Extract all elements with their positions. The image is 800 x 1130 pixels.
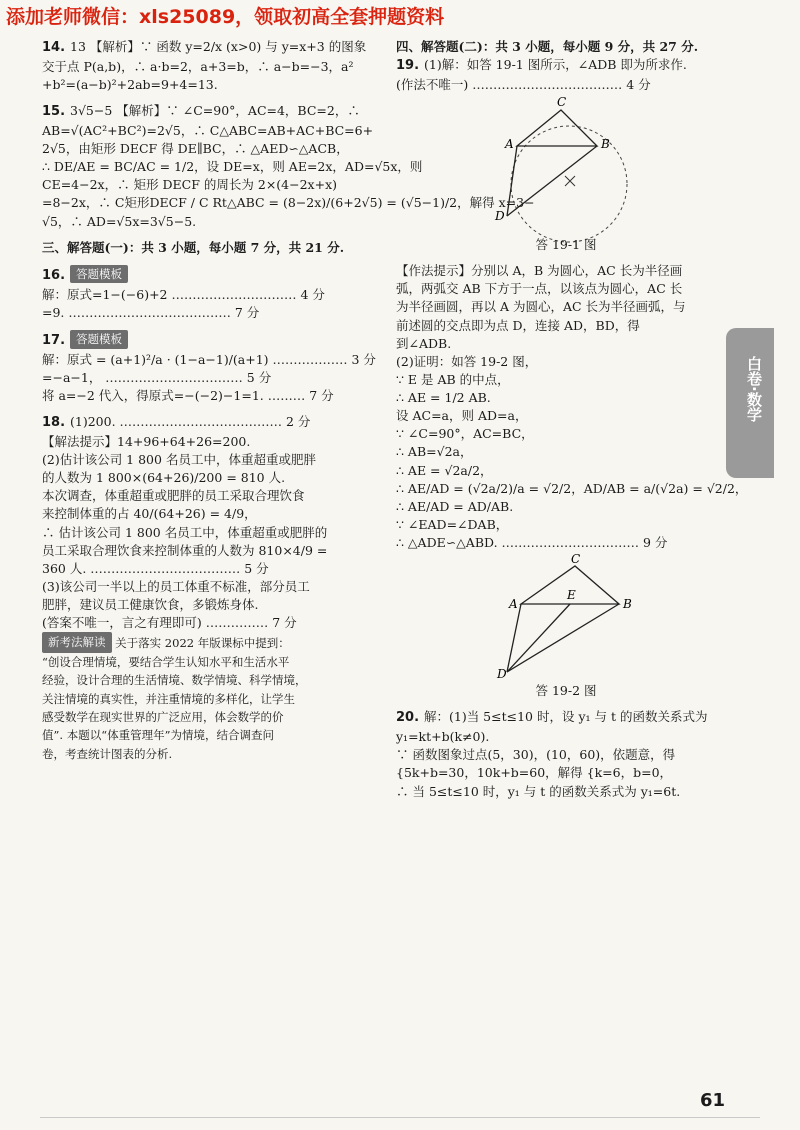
q15-line: =8−2x，∴ C矩形DECF / C Rt△ABC = (8−2x)/(6+2√5) = (√5−1)/2，解得 x=3−	[42, 195, 535, 211]
page-number: 61	[700, 1090, 726, 1111]
note-line: 卷，考查统计图表的分析.	[42, 746, 173, 761]
q20-number: 20.	[396, 710, 420, 726]
q20-line: ∴ 当 5≤t≤10 时，y₁ 与 t 的函数关系式为 y₁=6t.	[396, 783, 681, 799]
q14	[42, 38, 382, 94]
section-4-heading: 四、解答题(二)：共 3 小题，每小题 9 分，共 27 分.	[396, 39, 699, 54]
q19-proof-line: ∴ AE = √2a/2，	[396, 462, 493, 478]
note-line: 关注情境的真实性，并注重情境的多样化，让学生	[42, 691, 295, 706]
q20-line: {5k+b=30，10k+b=60，解得 {k=6，b=0，	[396, 765, 673, 781]
q14-line: 交于点 P(a,b)，∴ a·b=2，a+3=b，∴ a−b=−3，a²	[42, 58, 354, 74]
q16-line: 解：原式=1−(−6)+2 ………………………… 4 分	[42, 286, 325, 302]
template-badge: 答题模板	[70, 330, 128, 349]
q19-number: 19.	[396, 58, 420, 74]
label-b: B	[623, 597, 632, 612]
q18-line: (1)200. ………………………………… 2 分	[70, 414, 311, 430]
q16-number: 16.	[42, 267, 66, 283]
q14-line: +b²=(a−b)²+2ab=9+4=13.	[42, 76, 218, 92]
q15-line: √5，∴ AD=√5x=3√5−5.	[42, 213, 197, 229]
q16-line: =9. ………………………………… 7 分	[42, 304, 260, 320]
figure-19-1	[481, 96, 651, 236]
q17-line: =−a−1， …………………………… 5 分	[42, 369, 272, 385]
q15-line: 2√5，由矩形 DECF 得 DE∥BC，∴ △AED∽△ACB，	[42, 141, 349, 157]
q15-line: AB=√(AC²+BC²)=2√5，∴ C△ABC=AB+AC+BC=6+	[42, 122, 374, 138]
q18-number: 18.	[42, 415, 66, 431]
note-line: 值”. 本题以“体重管理年”为情境，结合调查问	[42, 728, 274, 743]
label-a: A	[505, 137, 514, 152]
label-a: A	[509, 597, 518, 612]
label-c: C	[557, 95, 567, 110]
q19-hint-line: 前述圆的交点即为点 D，连接 AD，BD，得	[396, 317, 640, 333]
figure-19-2	[491, 554, 641, 682]
q18-line: 360 人. ……………………………… 5 分	[42, 560, 269, 576]
q17-line: 解：原式 = (a+1)²/a · (1−a−1)/(a+1) ……………… 3 分	[42, 351, 376, 367]
new-exam-badge: 新考法解读	[42, 632, 112, 652]
label-d: D	[497, 667, 507, 682]
q20	[396, 708, 736, 800]
segment-ad	[507, 604, 521, 672]
right-column	[396, 38, 748, 801]
q19-proof-line: ∴ AE = 1/2 AB.	[396, 390, 491, 406]
q19-proof-line: (2)证明：如答 19-2 图，	[396, 353, 538, 369]
q17-line: 将 a=−2 代入，得原式=−(−2)−1=1. ……… 7 分	[42, 388, 334, 403]
segment-ad	[507, 146, 517, 216]
q19-hint-line: 弧，两弧交 AB 下方于一点，以该点为圆心，AC 长	[396, 281, 683, 297]
q18-line: 肥胖，建议员工健康饮食，多锻炼身体.	[42, 597, 259, 613]
section-3-heading: 三、解答题(一)：共 3 小题，每小题 7 分，共 21 分.	[42, 239, 345, 255]
q18-line: 【解法提示】14+96+64+26=200.	[42, 433, 251, 449]
q20-line: ∵ 函数图象过点(5，30)，(10，60)，依题意，得	[396, 747, 676, 763]
q17	[42, 330, 382, 405]
q15-number: 15.	[42, 104, 66, 120]
q19-proof-line: ∴ AE/AD = AD/AB.	[396, 498, 514, 514]
note-line: 感受数学在现实世界的广泛应用，体会数学的价	[42, 709, 284, 724]
figure-19-2-caption: 答 19-2 图	[535, 683, 597, 699]
q19-proof-line: ∴ AB=√2a，	[396, 444, 473, 460]
q20-line: y₁=kt+b(k≠0).	[396, 729, 490, 745]
q14-line: 13 【解析】∵ 函数 y=2/x (x>0) 与 y=x+3 的图象	[70, 39, 367, 54]
q15-line: 3√5−5 【解析】∵ ∠C=90°，AC=4，BC=2，∴	[70, 103, 360, 119]
bottom-divider	[40, 1117, 760, 1118]
q18-line: (2)估计该公司 1 800 名员工中，体重超重或肥胖	[42, 452, 316, 468]
q18-line: (3)该公司一半以上的员工体重不标准，部分员工	[42, 578, 310, 594]
circle-center-mark	[565, 176, 575, 186]
segment-bd	[507, 146, 597, 216]
segment-bd	[507, 604, 619, 672]
q18-line: (答案不唯一，言之有理即可) …………… 7 分	[42, 615, 297, 631]
q18-line: 来控制体重的占 40/(64+26) = 4/9，	[42, 506, 257, 522]
note-line: “创设合理情境，要结合学生认知水平和生活水平	[42, 654, 290, 669]
note-line: 经验，设计合理的生活情境、数学情境、科学情境，	[42, 673, 307, 688]
q15	[42, 102, 535, 231]
q19-proof-line: ∵ E 是 AB 的中点，	[396, 371, 510, 387]
q18-line: 的人数为 1 800×(64+26)/200 = 810 人.	[42, 470, 286, 486]
q18	[42, 413, 382, 632]
label-c: C	[571, 552, 581, 567]
q19-line: (1)解：如答 19-1 图所示，∠ADB 即为所求作.	[424, 57, 687, 73]
q20-line: 解：(1)当 5≤t≤10 时，设 y₁ 与 t 的函数关系式为	[424, 709, 708, 725]
side-tab-label: 白卷·数学	[745, 356, 763, 422]
q19-hint-line: 到∠ADB.	[396, 335, 452, 351]
q18-line: 员工采取合理饮食来控制体重的人数为 810×4/9 =	[42, 542, 328, 558]
label-e: E	[567, 588, 576, 603]
label-b: B	[601, 137, 610, 152]
q19-hint-line: 为半径画圆，再以 A 为圆心，AC 长为半径画弧，与	[396, 299, 686, 315]
q14-number: 14.	[42, 40, 66, 55]
figure-19-1-caption: 答 19-1 图	[535, 237, 597, 253]
q19-proof-line: 设 AC=a，则 AD=a，	[396, 408, 528, 424]
q19	[396, 56, 748, 700]
segment-de	[507, 604, 570, 672]
q19-proof-line: ∴ AE/AD = (√2a/2)/a = √2/2，AD/AB = a/(√2a) = √2/2，	[396, 480, 748, 496]
new-exam-note	[42, 632, 382, 763]
label-d: D	[495, 209, 505, 224]
q17-number: 17.	[42, 332, 66, 348]
q15-line: ∴ DE/AE = BC/AC = 1/2，设 DE=x，则 AE=2x，AD=√5x，则	[42, 159, 423, 175]
q19-proof-line: ∵ ∠EAD=∠DAB，	[396, 516, 509, 532]
q16	[42, 265, 382, 322]
q19-hint-line: 【作法提示】分别以 A，B 为圆心，AC 长为半径画	[396, 263, 683, 279]
q19-proof-line: ∵ ∠C=90°，AC=BC，	[396, 426, 534, 442]
template-badge: 答题模板	[70, 265, 128, 284]
promo-banner: 添加老师微信：xls25089，领取初高全套押题资料	[6, 6, 445, 28]
q19-line: (作法不唯一) ……………………………… 4 分	[396, 76, 651, 92]
q18-line: 本次调查，体重超重或肥胖的员工采取合理饮食	[42, 488, 305, 504]
q15-line: CE=4−2x，∴ 矩形 DECF 的周长为 2×(4−2x+x)	[42, 177, 338, 193]
q18-line: ∴ 估计该公司 1 800 名员工中，体重超重或肥胖的	[42, 524, 328, 540]
q19-proof-line: ∴ △ADE∽△ABD. …………………………… 9 分	[396, 535, 668, 551]
note-line: 关于落实 2022 年版课标中提到：	[115, 636, 290, 651]
